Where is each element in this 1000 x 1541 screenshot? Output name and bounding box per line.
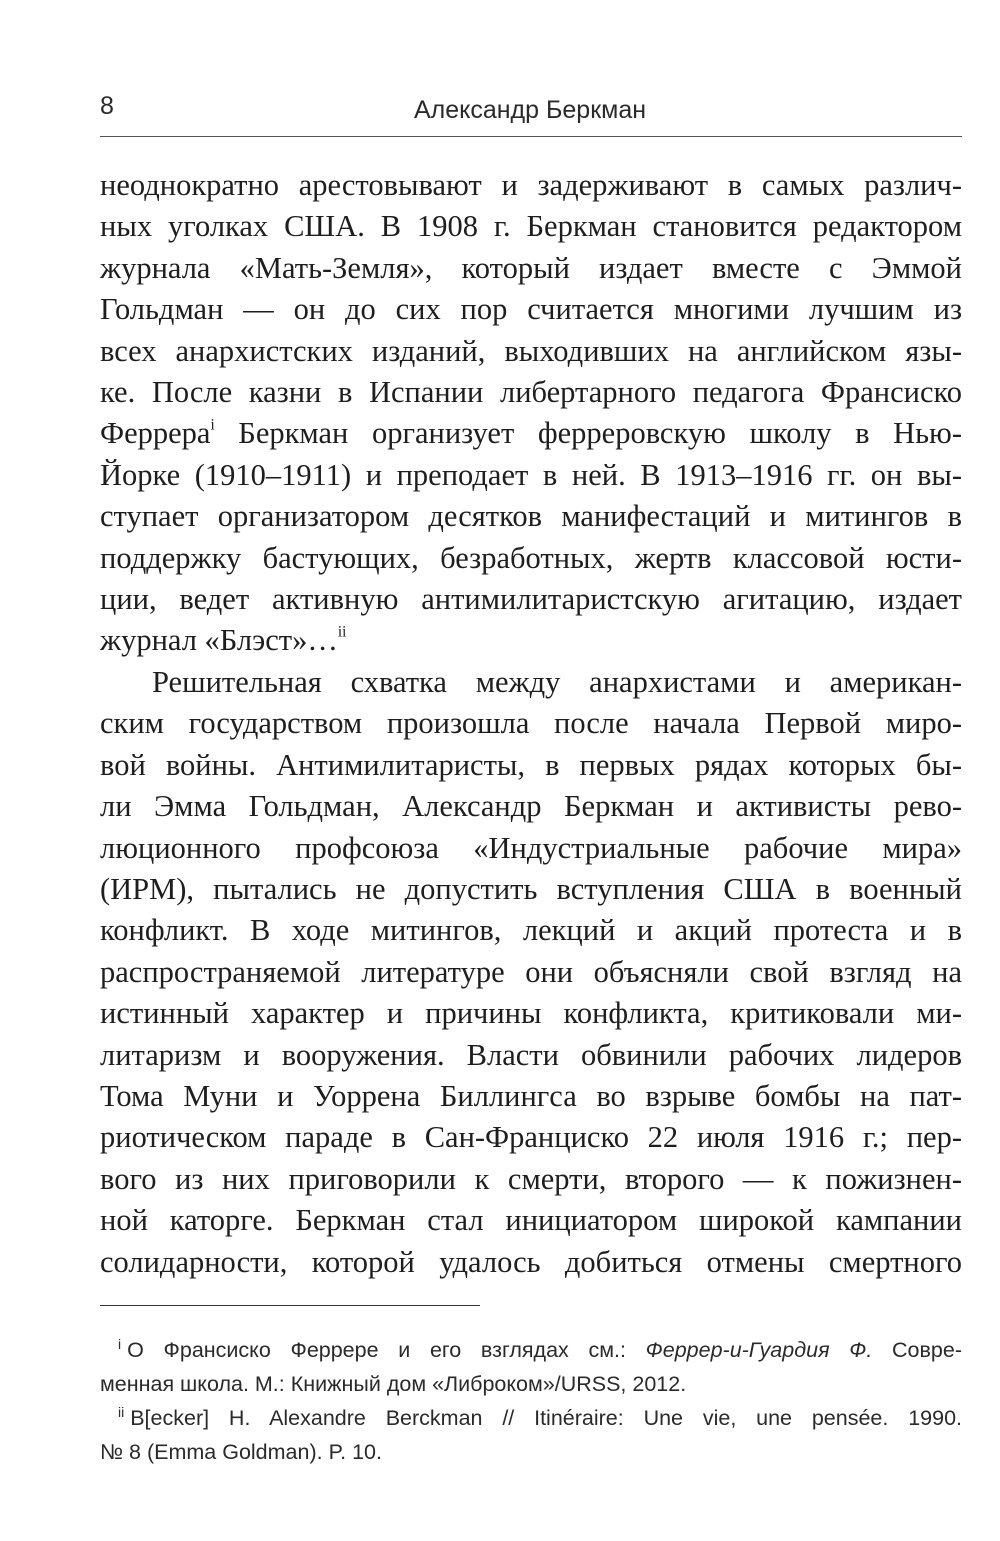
text-line: ступает организатором десятков манифестаций и митингов в xyxy=(100,499,962,534)
footnotes xyxy=(100,1333,962,1469)
text-line: истинный характер и причины конфликта, критиковали ми- xyxy=(100,996,962,1031)
page-number: 8 xyxy=(100,92,114,120)
text-line: люционного профсоюза «Индустриальные рабочие мира» xyxy=(100,830,962,865)
footnote-ref-2[interactable]: ii xyxy=(337,623,347,641)
text-line: риотическом параде в Сан-Франциско 22 июля 1916 г.; пер- xyxy=(100,1120,962,1155)
footnote-separator xyxy=(100,1305,480,1306)
footnote-marker: i xyxy=(118,1335,122,1352)
running-title: Александр Беркман xyxy=(413,96,647,124)
text-line: Гольдман — он до сих пор считается многими лучшим из xyxy=(100,292,962,327)
text-line: вого из них приговорили к смерти, второго — к пожизнен- xyxy=(100,1161,962,1196)
footnote-1 xyxy=(100,1333,962,1401)
text-line: неоднократно арестовывают и задерживают в самых различ- xyxy=(100,168,962,202)
header-rule xyxy=(100,136,962,137)
page-header xyxy=(100,84,960,130)
text-line: всех анархистских изданий, выходивших на английском язы- xyxy=(100,333,962,368)
footnote-line: № 8 (Emma Goldman). P. 10. xyxy=(100,1440,382,1464)
text-line: ли Эмма Гольдман, Александр Беркман и активисты рево- xyxy=(100,789,962,824)
text-line: конфликт. В ходе митингов, лекций и акций протеста и в xyxy=(100,913,962,948)
text-line: Решительная схватка между анархистами и американ- xyxy=(152,664,962,699)
text-line: Йорке (1910–1911) и преподает в ней. В 1913–1916 гг. он вы- xyxy=(100,457,962,492)
text-line: ским государством произошла после начала Первой миро- xyxy=(100,706,962,741)
text-line: Тома Муни и Уоррена Биллингса во взрыве бомбы на пат- xyxy=(100,1078,962,1113)
footnote-line: менная школа. М.: Книжный дом «Либроком»/URSS, 2012. xyxy=(100,1372,687,1396)
text-line: журнал «Блэст»…$^{ii}$ xyxy=(100,623,347,658)
paragraph-2 xyxy=(100,662,962,1283)
text-line: ке. После казни в Испании либертарного педагога Франсиско xyxy=(100,375,962,410)
main-text xyxy=(100,165,962,1283)
footnote-marker: ii xyxy=(118,1403,125,1420)
footnote-line: $^i$ О Франсиско Феррере и его взглядах см.: Феррер-и-Гуардия Ф. Совре- xyxy=(118,1335,962,1362)
text-line: ной каторге. Беркман стал инициатором широкой кампании xyxy=(100,1203,962,1238)
text-line: вой войны. Антимилитаристы, в первых рядах которых бы- xyxy=(100,747,962,782)
footnote-ref-1[interactable]: i xyxy=(210,416,215,434)
text-line: солидарности, которой удалось добиться отмены смертного xyxy=(100,1244,962,1279)
text-line: литаризм и вооружения. Власти обвинили рабочих лидеров xyxy=(100,1037,962,1072)
text-line: ных уголках США. В 1908 г. Беркман становится редактором xyxy=(100,209,962,244)
text-line: поддержку бастующих, безработных, жертв классовой юсти- xyxy=(100,540,962,575)
text-line: (ИРМ), пытались не допустить вступления США в военный xyxy=(100,871,962,906)
footnote-2 xyxy=(100,1401,962,1469)
text-line: распространяемой литературе они объясняли свой взгляд на xyxy=(100,954,962,989)
footnote-line: $^{ii}$ B[ecker] H. Alexandre Berckman // Itinéraire: Une vie, une pensée. 1990. xyxy=(118,1403,962,1430)
text-line: Феррера$^i$ Беркман организует ферреровскую школу в Нью- xyxy=(100,416,962,451)
text-line: журнала «Мать-Земля», который издает вместе с Эммой xyxy=(100,250,962,285)
paragraph-1 xyxy=(100,165,962,662)
text-line: ции, ведет активную антимилитаристскую агитацию, издает xyxy=(100,582,962,617)
